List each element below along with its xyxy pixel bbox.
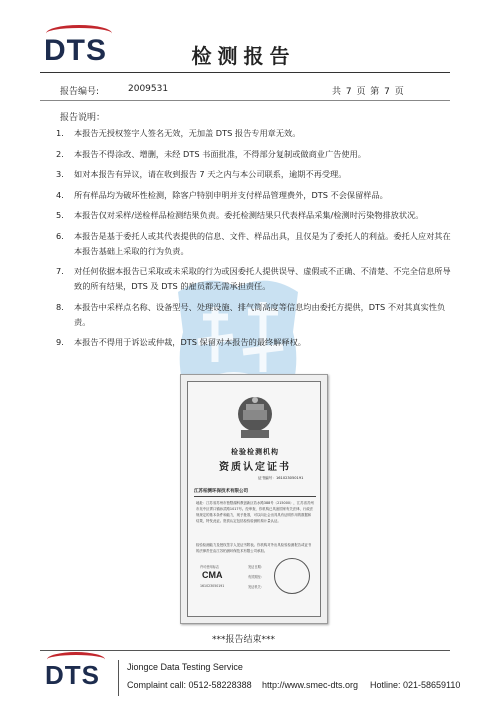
certificate-number: 证书编号：161023050191: [258, 476, 304, 480]
logo-arc-icon: [47, 652, 105, 667]
note-text: 本报告不得用于诉讼或仲裁，DTS 保留对本报告的最终解释权。: [74, 337, 306, 347]
company-english-name: Jiongce Data Testing Service: [127, 662, 243, 672]
note-number: 9.: [56, 337, 64, 347]
note-number: 8.: [56, 301, 64, 312]
logo-text: DTS: [44, 34, 107, 67]
note-text: 本报告是基于委托人或其代表提供的信息、文件、样品出具，且仅是为了委托人的利益。委托人应对其在本报告基础上采取的行为负责。: [74, 230, 451, 256]
certificate-underline: [194, 496, 316, 497]
report-number-label: 报告编号:: [60, 87, 100, 97]
note-text: 本报告不得涂改、增删，未经 DTS 书面批准，不得部分复制或做商业广告使用。: [74, 148, 366, 159]
header-divider: [40, 72, 450, 73]
cma-mark: CMA: [202, 570, 223, 580]
note-text: 所有样品均为破坏性检测，除客户特别申明并支付样品管理费外，DTS 不会保留样品。: [74, 189, 388, 200]
report-number-value: 2009531: [128, 84, 169, 94]
footer-dts-logo: [45, 660, 100, 691]
note-item: [56, 335, 456, 350]
qualification-certificate-image: [180, 374, 328, 624]
note-number: 1.: [56, 128, 64, 138]
page-title: 检测报告: [191, 44, 296, 68]
meta-divider: [40, 100, 450, 101]
complaint-phone: Complaint call: 0512-58228388: [127, 680, 252, 690]
certificate-paragraph-2: 检验检测能力及授权签字人见证书附表。你机构对外出具检验检测报告或证书的法律责任由江苏柏测环保技术有限公司承担。: [196, 543, 312, 553]
report-end-marker: ***报告结束***: [211, 635, 275, 645]
logo-text: DTS: [45, 660, 100, 690]
certificate-company: 江苏柏测环保技术有限公司: [194, 489, 248, 494]
cert-issue-date: 发证日期：: [248, 565, 264, 569]
note-text: 本报告中采样点名称、设备型号、处理设施、排气筒高度等信息均由委托方提供，DTS 不对其真实性负责。: [74, 301, 446, 327]
explain-label: 报告说明：: [60, 113, 106, 123]
certificate-paragraph: 地址：江苏省苏州市独墅湖科教创新区若水路388号（215000），江苏省苏州市吴中区胥口镇孙武路1017号。经审查，你机构已具备国家有关法律、行政法规规定的基本条件和能力，现予批准，可以向社会出具具有证明作用的数据和结果，特发此证。资质认定包括检验检测机构计量认证。: [196, 501, 314, 523]
footer-vertical-divider: [118, 660, 119, 696]
note-text: 本报告仅对采样/送检样品检测结果负责。委托检测结果只代表样品采集/检测时污染物排放状况。: [74, 210, 424, 220]
cert-valid-until: 有效期至：: [248, 575, 264, 579]
note-item: [56, 229, 456, 259]
note-text: 如对本报告有异议，请在收到报告 7 天之内与本公司联系，逾期不再受理。: [74, 169, 347, 179]
note-item: [56, 126, 456, 141]
footer-divider: [40, 650, 450, 651]
cert-issuer: 发证机关：: [248, 585, 264, 589]
website-link[interactable]: http://www.smec-dts.org: [262, 680, 359, 690]
cert-code: 161023050191: [200, 584, 225, 588]
note-item: [56, 167, 456, 182]
note-item: [56, 300, 456, 330]
cert-mark-label: 许可使用标志: [200, 565, 220, 569]
certificate-title-line2: 资质认定证书: [219, 462, 291, 473]
notes-list: [56, 126, 456, 356]
note-item: [56, 264, 456, 294]
certificate-frame: [187, 381, 321, 617]
certificate-title-line1: 检验检测机构: [231, 448, 279, 456]
note-number: 2.: [56, 148, 64, 159]
official-seal-icon: [274, 558, 310, 594]
note-number: 4.: [56, 189, 64, 200]
note-text: 对任何依据本报告已采取或未采取的行为或因委托人提供误导、虚假或不正确、不清楚、不完全信息所导致的所有结果，DTS 及 DTS 的雇员都无需承担责任。: [74, 266, 451, 291]
note-number: 6.: [56, 230, 64, 241]
note-item: [56, 208, 456, 223]
note-number: 5.: [56, 210, 64, 220]
note-number: 3.: [56, 169, 64, 179]
hotline-phone: Hotline: 021-58659110: [370, 680, 461, 690]
page-info: 共 7 页 第 7 页: [332, 87, 404, 97]
national-emblem-icon: [235, 392, 275, 440]
note-text: 本报告无授权签字人签名无效，无加盖 DTS 报告专用章无效。: [74, 128, 301, 138]
note-number: 7.: [56, 266, 64, 276]
note-item: [56, 147, 456, 162]
note-item: [56, 188, 456, 203]
